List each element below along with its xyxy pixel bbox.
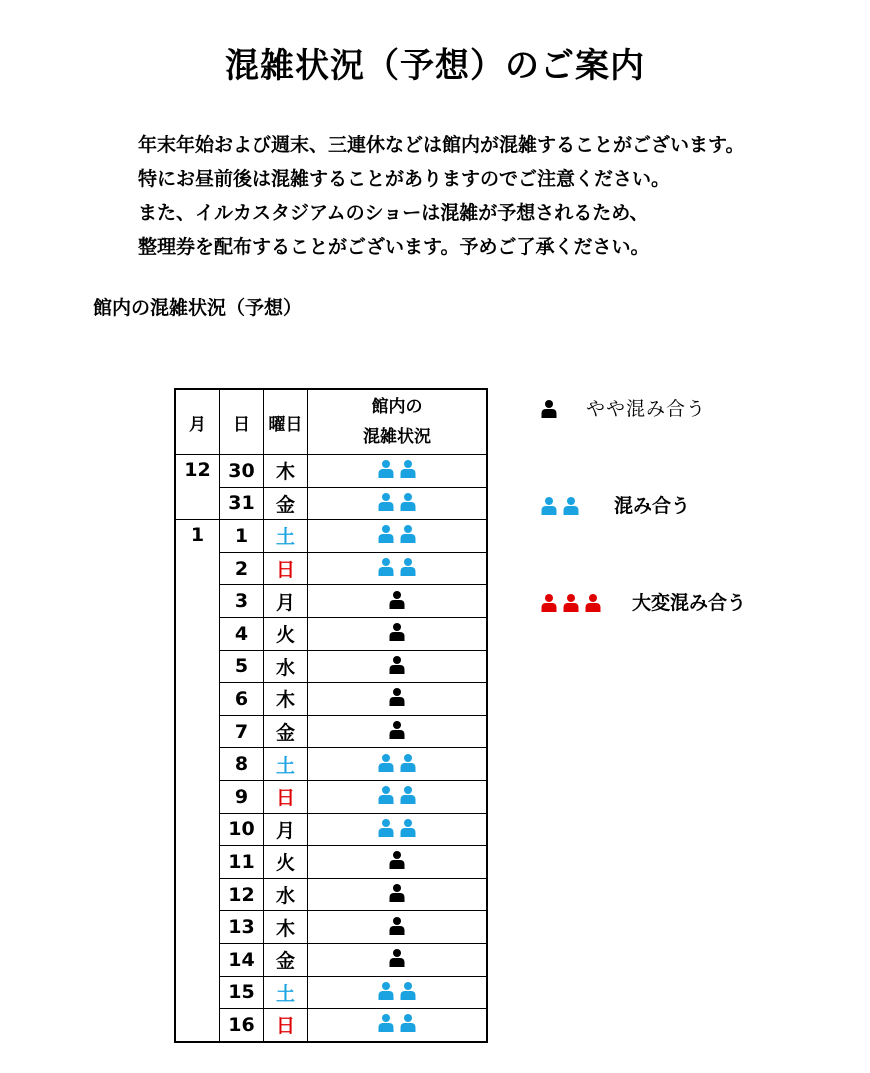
weekday-cell: 金: [264, 943, 308, 976]
congestion-cell: [308, 846, 488, 879]
table-row: [175, 911, 487, 944]
congestion-icons: [377, 556, 417, 576]
weekday-cell: 木: [264, 455, 308, 488]
day-cell: 2: [220, 552, 264, 585]
table-row: [175, 487, 487, 520]
weekday-cell: 金: [264, 487, 308, 520]
table-row: [175, 943, 487, 976]
congestion-icons: [388, 947, 406, 967]
congestion-cell: [308, 748, 488, 781]
day-cell: 31: [220, 487, 264, 520]
person-icon: [399, 785, 417, 804]
person-icon: [377, 524, 395, 543]
congestion-cell: [308, 943, 488, 976]
person-icon: [399, 492, 417, 511]
congestion-icons: [377, 523, 417, 543]
table-row: [175, 650, 487, 683]
congestion-table: [174, 388, 488, 1043]
legend-label: やや混み合う: [586, 398, 707, 420]
congestion-cell: [308, 878, 488, 911]
person-icon: [540, 399, 558, 418]
person-icon: [377, 492, 395, 511]
congestion-icons: [377, 752, 417, 772]
person-icon: [388, 850, 406, 869]
day-cell: 7: [220, 715, 264, 748]
weekday-cell: 土: [264, 976, 308, 1009]
person-icon: [388, 655, 406, 674]
header-level: [308, 389, 488, 455]
section-heading: 館内の混雑状況（予想）: [93, 297, 303, 319]
person-icon: [377, 981, 395, 1000]
header-weekday: 曜日: [264, 389, 308, 455]
congestion-cell: [308, 650, 488, 683]
congestion-icons: [377, 980, 417, 1000]
header-level-line2: 混雑状況: [363, 427, 431, 447]
table-row: [175, 780, 487, 813]
person-icon: [377, 818, 395, 837]
table-row: [175, 617, 487, 650]
weekday-cell: 木: [264, 911, 308, 944]
table-row: [175, 878, 487, 911]
congestion-icons: [377, 784, 417, 804]
legend-item: [540, 491, 690, 518]
person-icon: [388, 590, 406, 609]
congestion-cell: [308, 780, 488, 813]
intro-line: また、イルカスタジアムのショーは混雑が予想されるため、: [138, 202, 649, 224]
table-row: [175, 520, 487, 553]
person-icon: [377, 785, 395, 804]
congestion-icons: [377, 458, 417, 478]
weekday-cell: 火: [264, 617, 308, 650]
congestion-cell: [308, 911, 488, 944]
weekday-cell: 日: [264, 1009, 308, 1042]
congestion-cell: [308, 813, 488, 846]
day-cell: 11: [220, 846, 264, 879]
table-row: [175, 715, 487, 748]
congestion-icons: [388, 882, 406, 902]
weekday-cell: 金: [264, 715, 308, 748]
person-icon: [388, 687, 406, 706]
person-icon: [399, 524, 417, 543]
weekday-cell: 土: [264, 520, 308, 553]
table-row: [175, 976, 487, 1009]
header-day: 日: [220, 389, 264, 455]
person-icon: [377, 557, 395, 576]
header-month: 月: [175, 389, 220, 455]
weekday-cell: 日: [264, 780, 308, 813]
congestion-icons: [388, 719, 406, 739]
day-cell: 10: [220, 813, 264, 846]
person-icon: [388, 622, 406, 641]
person-icon: [399, 753, 417, 772]
congestion-icons: [377, 1012, 417, 1032]
weekday-cell: 土: [264, 748, 308, 781]
person-icon: [540, 593, 558, 612]
table-row: [175, 683, 487, 716]
person-icon: [562, 593, 580, 612]
congestion-cell: [308, 520, 488, 553]
table-row: [175, 585, 487, 618]
day-cell: 30: [220, 455, 264, 488]
congestion-icons: [540, 592, 602, 612]
congestion-cell: [308, 455, 488, 488]
day-cell: 3: [220, 585, 264, 618]
day-cell: 13: [220, 911, 264, 944]
person-icon: [562, 496, 580, 515]
congestion-cell: [308, 683, 488, 716]
weekday-cell: 水: [264, 650, 308, 683]
day-cell: 6: [220, 683, 264, 716]
congestion-icons: [388, 589, 406, 609]
person-icon: [399, 981, 417, 1000]
table-row: [175, 748, 487, 781]
intro-line: 特にお昼前後は混雑することがありますのでご注意ください。: [138, 168, 671, 190]
table-header-row: [175, 389, 487, 455]
day-cell: 4: [220, 617, 264, 650]
person-icon: [377, 753, 395, 772]
congestion-icons: [377, 817, 417, 837]
person-icon: [377, 1013, 395, 1032]
weekday-cell: 木: [264, 683, 308, 716]
table-row: [175, 552, 487, 585]
table-row: [175, 813, 487, 846]
legend-item: [540, 394, 706, 421]
day-cell: 8: [220, 748, 264, 781]
congestion-cell: [308, 552, 488, 585]
weekday-cell: 月: [264, 813, 308, 846]
person-icon: [399, 459, 417, 478]
header-level-line1: 館内の: [371, 397, 423, 417]
legend-label: 大変混み合う: [632, 592, 747, 614]
day-cell: 14: [220, 943, 264, 976]
congestion-icons: [388, 654, 406, 674]
congestion-cell: [308, 1009, 488, 1042]
congestion-icons: [388, 686, 406, 706]
intro-text: [138, 128, 744, 264]
page-title: 混雑状況（予想）のご案内: [225, 46, 645, 86]
person-icon: [388, 720, 406, 739]
congestion-cell: [308, 617, 488, 650]
weekday-cell: 日: [264, 552, 308, 585]
person-icon: [399, 818, 417, 837]
weekday-cell: 火: [264, 846, 308, 879]
table-row: [175, 455, 487, 488]
congestion-icons: [388, 621, 406, 641]
day-cell: 15: [220, 976, 264, 1009]
congestion-cell: [308, 487, 488, 520]
person-icon: [540, 496, 558, 515]
intro-line: 年末年始および週末、三連休などは館内が混雑することがございます。: [138, 134, 745, 156]
congestion-cell: [308, 585, 488, 618]
person-icon: [399, 557, 417, 576]
intro-line: 整理券を配布することがございます。予めご了承ください。: [138, 236, 650, 258]
day-cell: 16: [220, 1009, 264, 1042]
legend-item: [540, 588, 746, 615]
month-cell: 1: [175, 520, 220, 1042]
day-cell: 5: [220, 650, 264, 683]
weekday-cell: 月: [264, 585, 308, 618]
person-icon: [388, 883, 406, 902]
weekday-cell: 水: [264, 878, 308, 911]
person-icon: [388, 916, 406, 935]
congestion-icons: [377, 491, 417, 511]
congestion-cell: [308, 976, 488, 1009]
person-icon: [584, 593, 602, 612]
person-icon: [388, 948, 406, 967]
day-cell: 9: [220, 780, 264, 813]
table-row: [175, 1009, 487, 1042]
legend-label: 混み合う: [614, 495, 691, 517]
month-cell: 12: [175, 455, 220, 520]
day-cell: 1: [220, 520, 264, 553]
congestion-icons: [540, 495, 580, 515]
day-cell: 12: [220, 878, 264, 911]
person-icon: [399, 1013, 417, 1032]
table-body: [175, 455, 487, 1042]
person-icon: [377, 459, 395, 478]
congestion-icons: [388, 849, 406, 869]
congestion-icons: [540, 398, 558, 418]
congestion-cell: [308, 715, 488, 748]
congestion-icons: [388, 915, 406, 935]
table-row: [175, 846, 487, 879]
